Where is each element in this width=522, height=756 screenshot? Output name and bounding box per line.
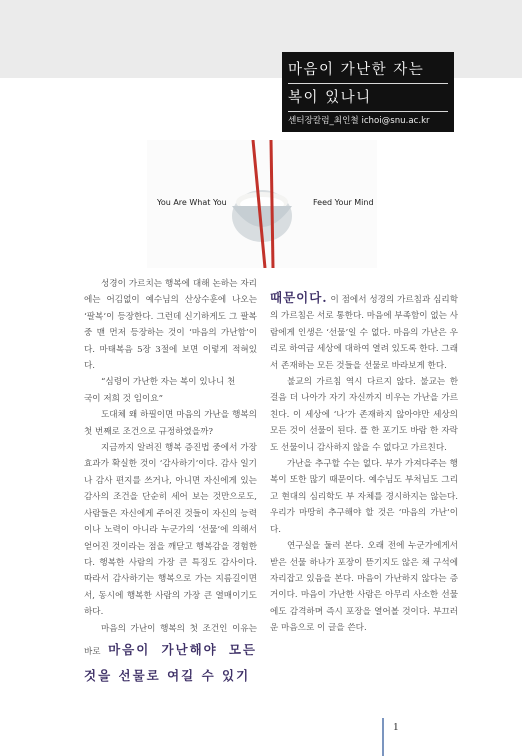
body-paragraph: 지금까지 알려진 행복 증진법 중에서 가장 효과가 확실한 것이 ‘감사하기’이다. 감사 일기나 감사 편지를 쓰거나, 아니면 자신에게 있는 감사의 조건을 단순히 세어 보는 것만으로도, 사람들은 자신에게 주어진 것들이 자신의 능력이나 노력이 아니라 누군가의 ‘선물’에 의해서 얻어진 것이라는 점을 깨닫고 행복감을 경험한다. 행복한 사람의 가장 큰 특징도 감사이다. 따라서 감사하기는 행복으로 가는 지름길이면서, 동시에 행복한 사람의 가장 큰 열매이기도 하다. (84, 443, 257, 618)
column-title-box (282, 52, 454, 132)
hero-caption-left: You Are What You (157, 198, 227, 207)
left-text-column (84, 276, 257, 689)
body-paragraph: 불교의 가르침 역시 다르지 않다. 불교는 한 걸음 더 나아가 자기 자신까지 비우는 가난을 가르친다. 이 세상에 ‘나’가 존재하지 않아야만 세상의 모든 것이 선물이 된다. 플 한 포기도 바람 한 자락도 선물이니 감사하지 않을 수 없다고 가르친다. (270, 377, 458, 453)
page-number: 1 (393, 721, 399, 733)
body-paragraph (270, 289, 458, 374)
body-paragraph: 성경이 가르치는 행복에 대해 논하는 자리에는 어김없이 예수님의 산상수훈에 나오는 ‘팔복’이 등장한다. 그런데 신기하게도 그 팔복 중 맨 먼저 등장하는 것이 ‘마음의 가난함’이다. 마태복음 5장 3절에 보면 이렇게 적혀있다. (84, 279, 257, 372)
title-divider (288, 83, 448, 84)
emphasis-text: 마음이 가난해야 모든 것을 선물로 여길 수 있기 (84, 641, 257, 683)
emphasis-text-continued: 때문이다. (270, 290, 328, 305)
body-paragraph: 가난을 추구할 수는 없다. 부가 가져다주는 행복이 또한 많기 때문이다. 예수님도 부처님도 그리고 현대의 심리학도 부 자체를 경시하지는 않는다. 우리가 마땅히 추구해야 할 것은 ‘마음의 가난’이다. (270, 459, 458, 535)
body-text: 이 점에서 성경의 가르침과 심리학의 가르침은 서로 통한다. 마음에 부족함이 없는 사람에게 인생은 ‘선물’일 수 없다. 마음의 가난은 우리로 하여금 세상에 대하여 열려 있도록 한다. 그래서 존재하는 모든 것들을 선물로 바라보게 한다. (270, 295, 458, 371)
author-byline: 센터장칼럼_최인철 ichoi@snu.ac.kr (288, 116, 430, 126)
page-title-line-1: 마음이 가난한 자는 (288, 62, 425, 78)
body-paragraph: 연구실을 둘러 본다. 오래 전에 누군가에게서 받은 선물 하나가 포장이 뜯기지도 않은 채 구석에 자리잡고 있음을 본다. 마음이 가난하지 않다는 증거이다. 마음이 가난한 사람은 아무리 사소한 선물에도 감격하며 즉시 포장을 열어볼 것이다. 부끄러운 마음으로 이 글을 쓴다. (270, 541, 458, 634)
right-text-column (270, 289, 458, 637)
body-paragraph (84, 621, 257, 689)
page-number-bar (382, 718, 384, 756)
hero-caption-right: Feed Your Mind (313, 198, 374, 207)
body-paragraph: 도대체 왜 하필이면 마음의 가난을 행복의 첫 번째로 조건으로 규정하였을까? (84, 410, 257, 437)
title-divider-2 (288, 111, 448, 112)
body-text: 마음의 가난이 행복의 첫 조건인 이유는 바로 (84, 623, 257, 657)
scripture-quote-line-1: “심령이 가난한 자는 복이 있나니 천 (101, 377, 236, 388)
hero-illustration (147, 140, 377, 268)
page-title-line-2: 복이 있나니 (288, 90, 372, 106)
scripture-quote-line-2: 국이 저희 것 임이요” (84, 393, 164, 404)
